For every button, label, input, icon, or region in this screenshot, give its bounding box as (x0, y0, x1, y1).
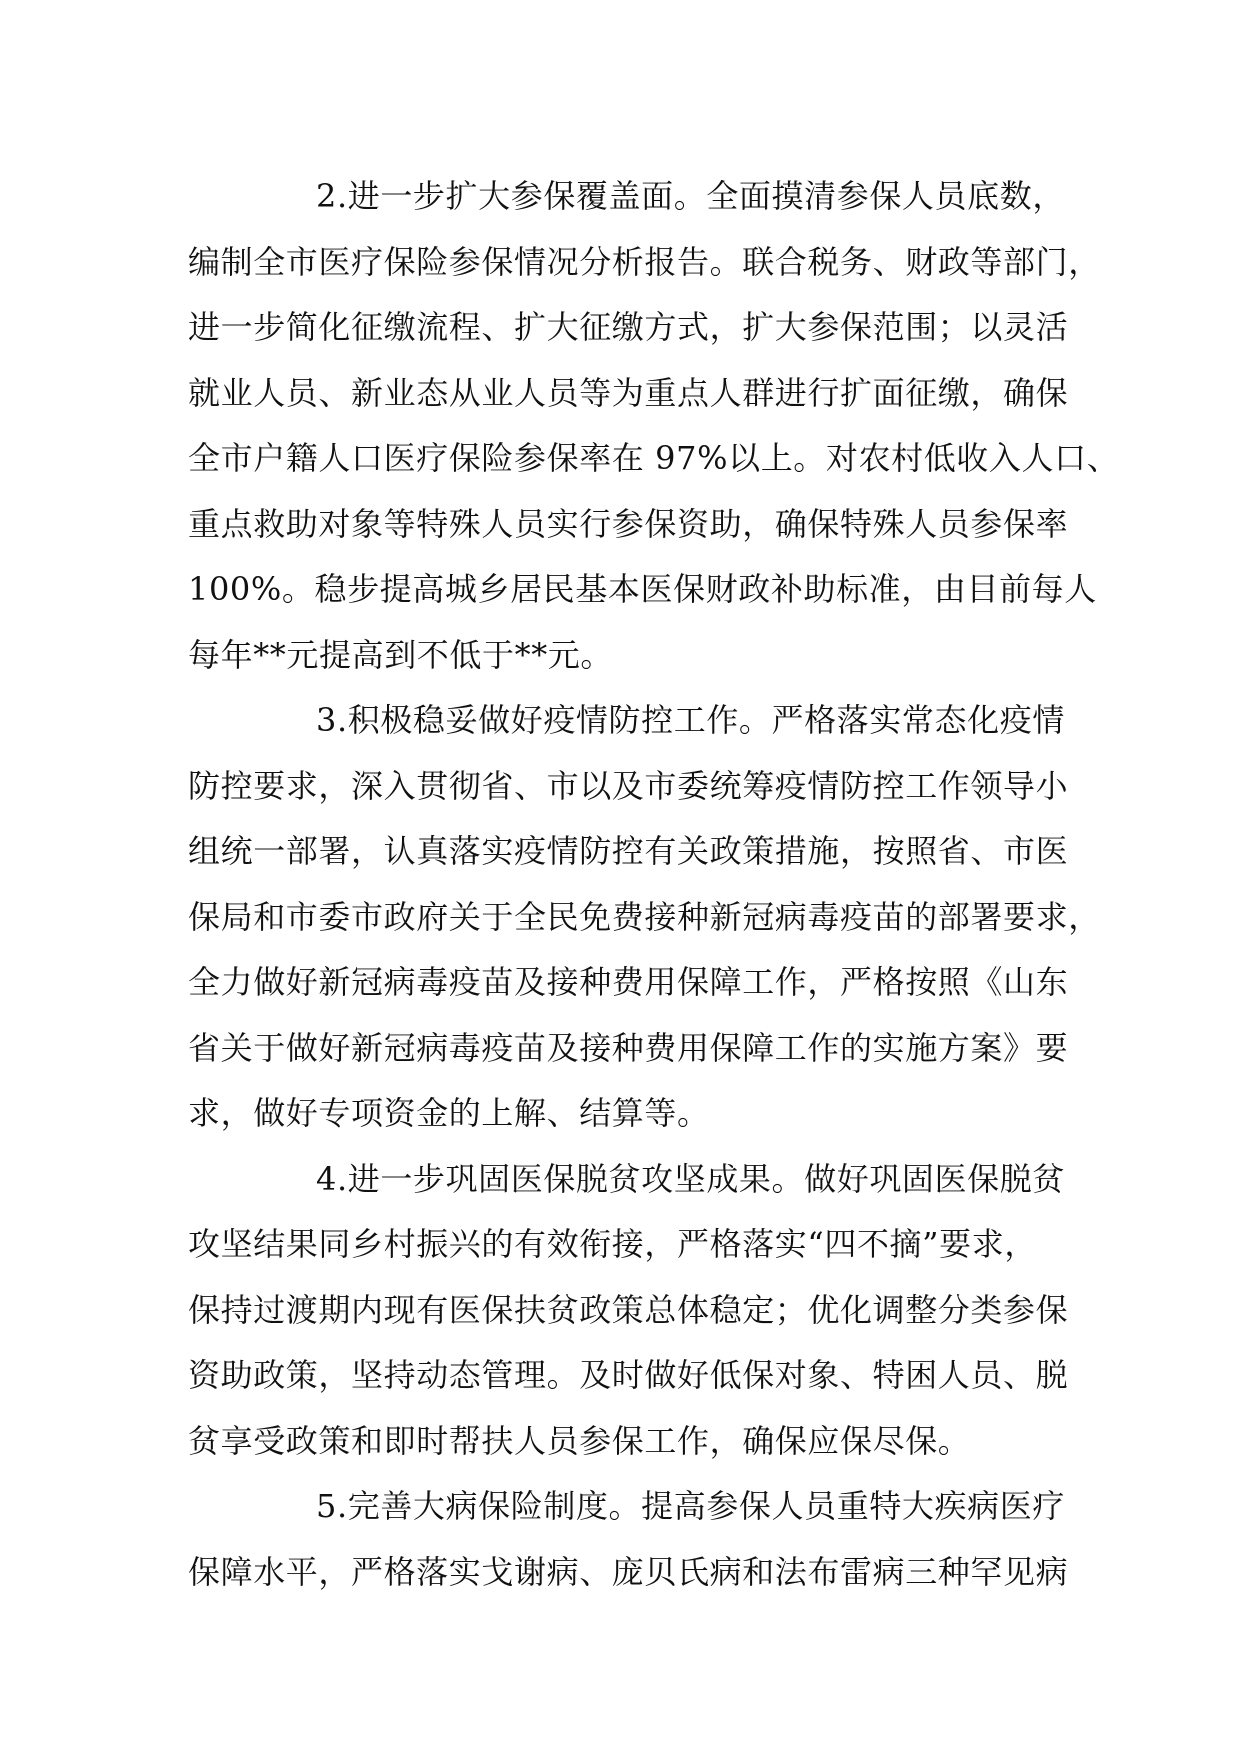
text-line: 每年**元提高到不低于**元。 (188, 635, 614, 674)
text-line: 资助政策，坚持动态管理。及时做好低保对象、特困人员、脱 (188, 1356, 1069, 1394)
text-line: 全力做好新冠病毒疫苗及接种费用保障工作，严格按照《山东 (188, 963, 1069, 1001)
paragraph-poverty (188, 1147, 1072, 1475)
text-line: 就业人员、新业态从业人员等为重点人群进行扩面征缴，确保 (188, 373, 1069, 412)
text-line: 进一步简化征缴流程、扩大征缴方式，扩大参保范围；以灵活 (188, 308, 1069, 346)
paragraph-epidemic (188, 688, 1101, 1147)
text-line: 4.进一步巩固医保脱贫攻坚成果。做好巩固医保脱贫 (316, 1159, 1065, 1198)
text-line: 全市户籍人口医疗保险参保率在 97%以上。对农村低收入人口、 (188, 439, 1120, 477)
text-line: 重点救助对象等特殊人员实行参保资助，确保特殊人员参保率 (188, 504, 1069, 543)
text-line: 保障水平，严格落实戈谢病、庞贝氏病和法布雷病三种罕见病 (188, 1552, 1069, 1591)
text-line: 100%。稳步提高城乡居民基本医保财政补助标准，由目前每人 (188, 570, 1097, 608)
text-line: 省关于做好新冠病毒疫苗及接种费用保障工作的实施方案》要 (188, 1028, 1069, 1067)
text-line: 贫享受政策和即时帮扶人员参保工作，确保应保尽保。 (188, 1421, 971, 1460)
text-line: 攻坚结果同乡村振兴的有效衔接，严格落实“四不摘”要求， (188, 1225, 1037, 1263)
text-line: 2.进一步扩大参保覆盖面。全面摸清参保人员底数， (316, 177, 1065, 215)
text-line: 3.积极稳妥做好疫情防控工作。严格落实常态化疫情 (316, 701, 1065, 739)
text-line: 保局和市委市政府关于全民免费接种新冠病毒疫苗的部署要求， (188, 897, 1101, 936)
text-line: 保持过渡期内现有医保扶贫政策总体稳定；优化调整分类参保 (188, 1290, 1069, 1329)
text-line: 5.完善大病保险制度。提高参保人员重特大疾病医疗 (316, 1487, 1065, 1525)
text-line: 防控要求，深入贯彻省、市以及市委统筹疫情防控工作领导小 (188, 766, 1069, 805)
text-line: 求，做好专项资金的上解、结算等。 (188, 1094, 710, 1132)
paragraph-critical-illness (188, 1474, 1072, 1605)
text-line: 编制全市医疗保险参保情况分析报告。联合税务、财政等部门， (188, 242, 1101, 281)
paragraph-coverage (188, 164, 1120, 688)
text-line: 组统一部署，认真落实疫情防控有关政策措施，按照省、市医 (188, 832, 1069, 870)
